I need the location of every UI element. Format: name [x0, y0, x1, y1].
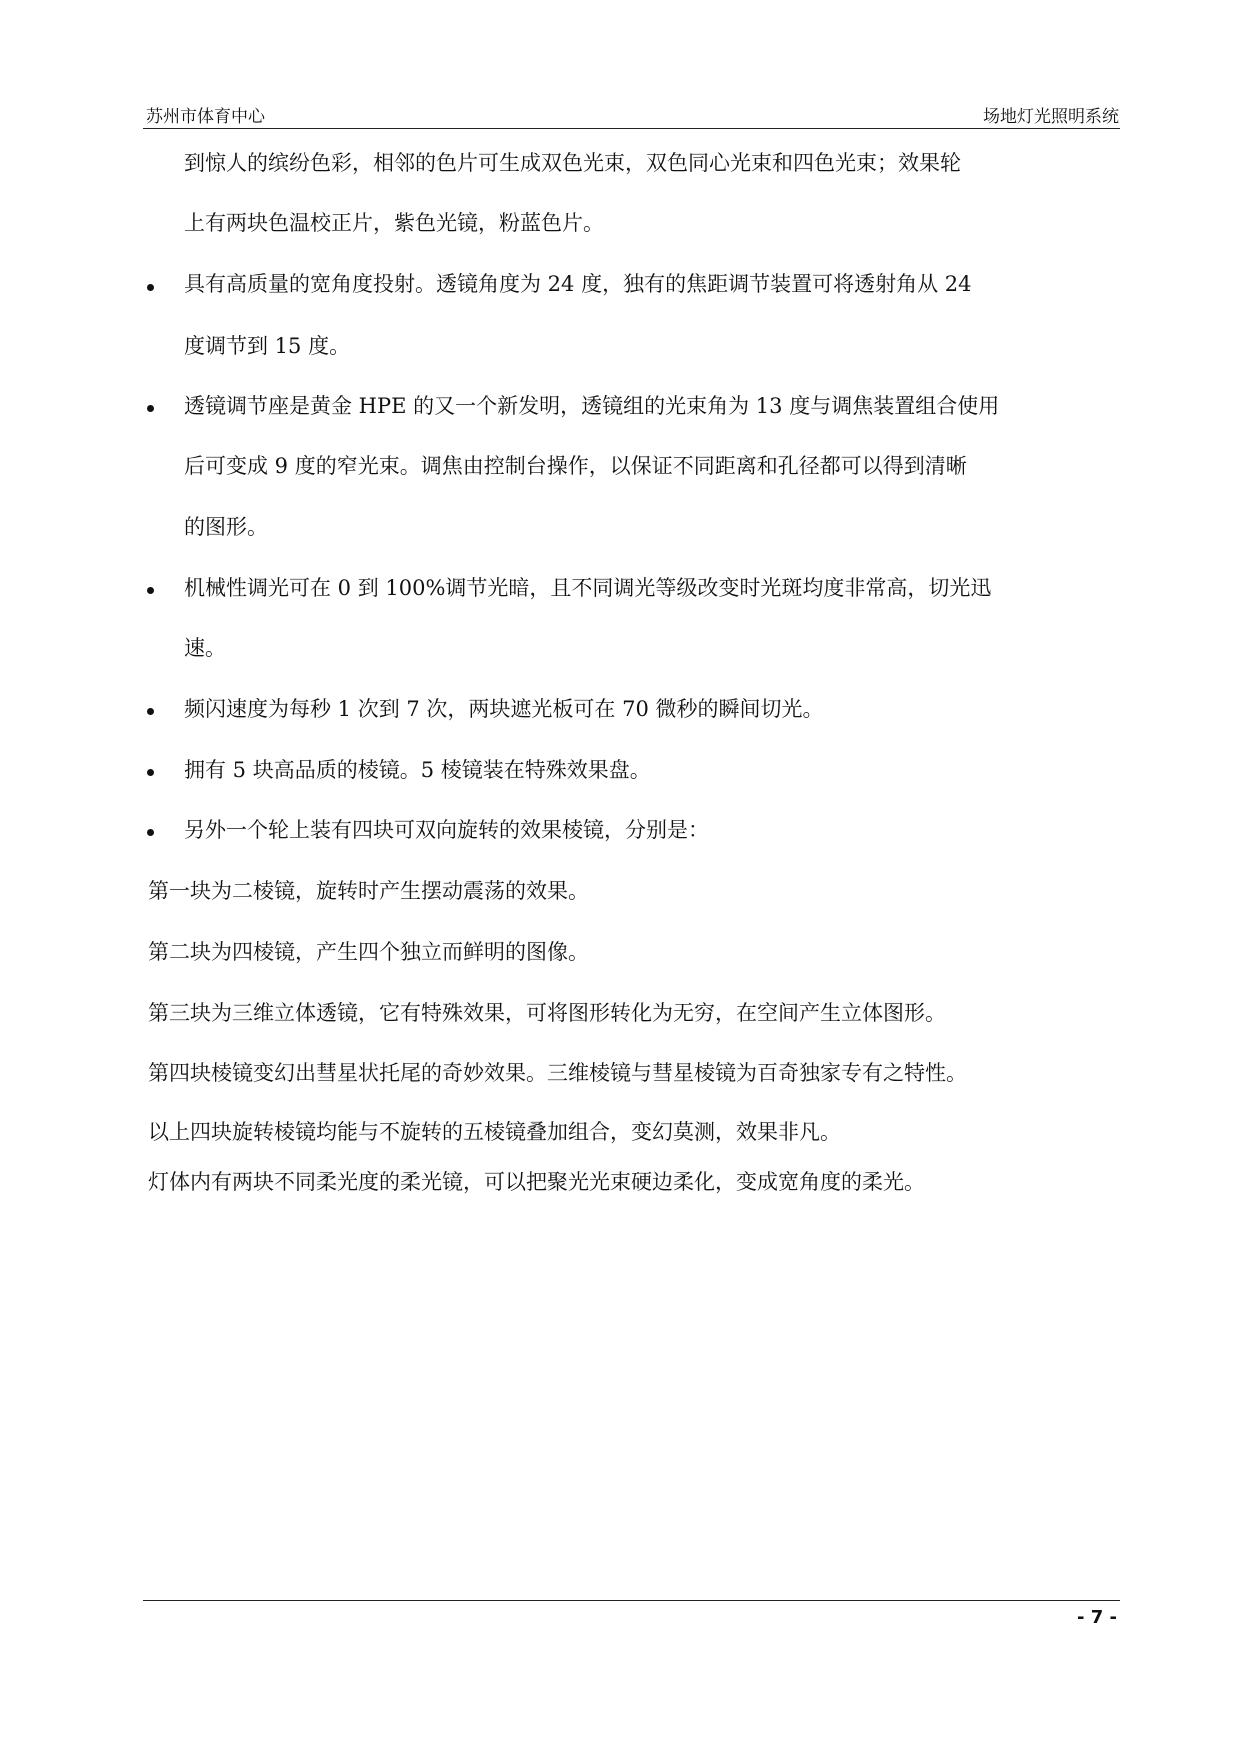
bullet-item-line: 速。	[184, 636, 226, 660]
paragraph-line: 第一块为二棱镜，旋转时产生摆动震荡的效果。	[148, 879, 589, 903]
paragraph-line: 第四块棱镜变幻出彗星状托尾的奇妙效果。三维棱镜与彗星棱镜为百奇独家专有之特性。	[148, 1061, 967, 1085]
page-number: - 7 -	[1077, 1607, 1117, 1628]
bullet-icon	[147, 284, 154, 291]
paragraph-line: 到惊人的缤纷色彩，相邻的色片可生成双色光束，双色同心光束和四色光束；效果轮	[184, 151, 961, 175]
bullet-item-line: 后可变成 9 度的窄光束。调焦由控制台操作，以保证不同距离和孔径都可以得到清晰	[184, 454, 967, 478]
bullet-item-line: 另外一个轮上装有四块可双向旋转的效果棱镜，分别是：	[184, 818, 709, 842]
header-right-title: 场地灯光照明系统	[983, 107, 1119, 127]
paragraph-line: 以上四块旋转棱镜均能与不旋转的五棱镜叠加组合，变幻莫测，效果非凡。	[148, 1120, 841, 1144]
bullet-icon	[147, 708, 154, 715]
bullet-item-line: 拥有 5 块高品质的棱镜。5 棱镜装在特殊效果盘。	[184, 758, 651, 782]
bullet-icon	[147, 405, 154, 412]
header-divider	[143, 128, 1120, 129]
bullet-icon	[147, 829, 154, 836]
bullet-icon	[147, 769, 154, 776]
bullet-item-line: 频闪速度为每秒 1 次到 7 次，两块遮光板可在 70 微秒的瞬间切光。	[184, 697, 824, 721]
bullet-icon	[147, 587, 154, 594]
paragraph-line: 灯体内有两块不同柔光度的柔光镜，可以把聚光光束硬边柔化，变成宽角度的柔光。	[148, 1170, 925, 1194]
paragraph-line: 第二块为四棱镜，产生四个独立而鲜明的图像。	[148, 940, 589, 964]
bullet-item-line: 的图形。	[184, 515, 268, 539]
bullet-item-line: 度调节到 15 度。	[184, 334, 351, 358]
header-left-title: 苏州市体育中心	[146, 107, 265, 127]
footer-divider	[143, 1600, 1120, 1601]
paragraph-line: 上有两块色温校正片，紫色光镜，粉蓝色片。	[184, 211, 604, 235]
bullet-item-line: 具有高质量的宽角度投射。透镜角度为 24 度，独有的焦距调节装置可将透射角从 24	[184, 272, 972, 296]
bullet-item-line: 机械性调光可在 0 到 100%调节光暗，且不同调光等级改变时光斑均度非常高，切光迅	[184, 576, 992, 600]
paragraph-line: 第三块为三维立体透镜，它有特殊效果，可将图形转化为无穷，在空间产生立体图形。	[148, 1001, 946, 1025]
bullet-item-line: 透镜调节座是黄金 HPE 的又一个新发明，透镜组的光束角为 13 度与调焦装置组合使用	[184, 394, 1000, 418]
